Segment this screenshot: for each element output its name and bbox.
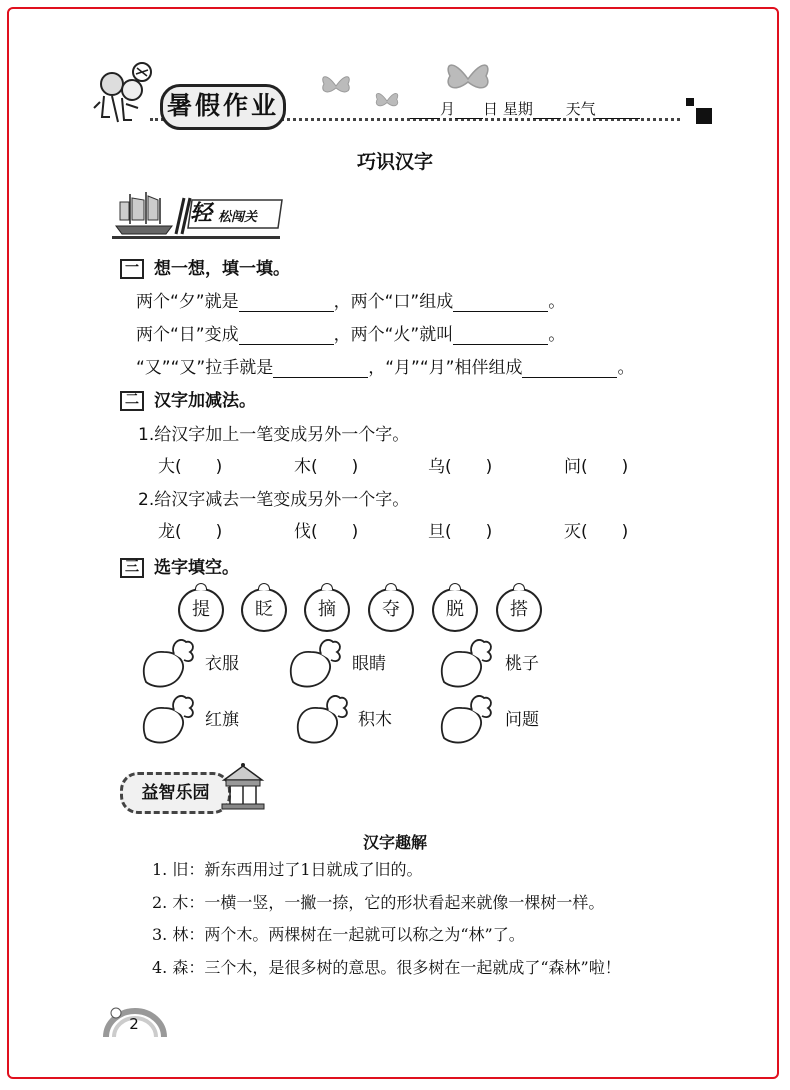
char-option[interactable] bbox=[368, 588, 414, 632]
q2-row2-item[interactable]: 伐( ) bbox=[294, 522, 359, 542]
fill-item-label: 衣服 bbox=[205, 654, 239, 674]
radish-answer-box[interactable] bbox=[292, 688, 352, 746]
fun-line: 2. 木：一横一竖，一撇一捺，它的形状看起来就像一棵树一样。 bbox=[152, 893, 605, 912]
q1-heading-text: 想一想，填一填。 bbox=[154, 259, 290, 279]
char-option-text: 脱 bbox=[446, 599, 464, 620]
q2-row1-item[interactable]: 问( ) bbox=[564, 457, 629, 477]
answer-blank[interactable] bbox=[273, 361, 368, 378]
easy-pass-badge-rest: 松闯关 bbox=[218, 210, 258, 225]
page-number: 2 bbox=[129, 1015, 139, 1033]
fun-line: 1. 旧：新东西用过了1日就成了旧的。 bbox=[152, 860, 423, 879]
q2-heading-text: 汉字加减法。 bbox=[154, 391, 256, 411]
answer-blank[interactable] bbox=[239, 328, 334, 345]
q1-line-1-end: 。 bbox=[548, 292, 566, 312]
q1-line-3-b: ，“月”“月”相伴组成 bbox=[368, 358, 523, 378]
section-underline bbox=[112, 236, 280, 239]
q1-number: 一 bbox=[120, 259, 144, 279]
fun-line: 4. 森：三个木，是很多树的意思。很多树在一起就成了“森林”啦！ bbox=[152, 958, 621, 977]
radish-answer-box[interactable] bbox=[138, 688, 198, 746]
char-option-text: 搭 bbox=[510, 599, 528, 620]
corner-mark-icon bbox=[686, 98, 712, 124]
q2-row1-item[interactable]: 大( ) bbox=[158, 457, 223, 477]
radish-answer-box[interactable] bbox=[138, 632, 198, 690]
char-option[interactable] bbox=[241, 588, 287, 632]
char-option-text: 摘 bbox=[318, 599, 336, 620]
weekday-label: 星期 bbox=[502, 100, 533, 118]
radish-answer-box[interactable] bbox=[285, 632, 345, 690]
butterfly-icon bbox=[372, 88, 402, 114]
q1-line-3 bbox=[136, 353, 634, 378]
q2-number: 二 bbox=[120, 391, 144, 411]
easy-pass-badge-main: 轻 bbox=[190, 201, 213, 226]
weather-label: 天气 bbox=[565, 100, 596, 118]
q2-heading bbox=[120, 386, 256, 411]
char-option[interactable] bbox=[432, 588, 478, 632]
q1-heading bbox=[120, 254, 290, 279]
fill-item-label: 桃子 bbox=[505, 654, 539, 674]
char-option-text: 夺 bbox=[382, 599, 400, 620]
fill-item-label: 红旗 bbox=[205, 710, 239, 730]
char-option[interactable] bbox=[304, 588, 350, 632]
q3-heading bbox=[120, 553, 239, 578]
q2-row2-item[interactable]: 旦( ) bbox=[428, 522, 493, 542]
char-option-text: 提 bbox=[192, 599, 210, 620]
fill-item-label: 眼睛 bbox=[352, 654, 386, 674]
q1-line-1-b: ，两个“口”组成 bbox=[333, 292, 454, 312]
q1-line-3-end: 。 bbox=[617, 358, 635, 378]
page-title: 巧识汉字 bbox=[356, 151, 433, 173]
q2-row1-item[interactable]: 木( ) bbox=[294, 457, 359, 477]
q1-line-2 bbox=[136, 320, 565, 345]
kids-icon bbox=[92, 62, 167, 132]
day-label: 日 bbox=[483, 100, 499, 118]
q1-line-2-a: 两个“日”变成 bbox=[136, 325, 239, 345]
q1-line-1 bbox=[136, 287, 565, 312]
month-label: 月 bbox=[440, 100, 456, 118]
answer-blank[interactable] bbox=[453, 328, 548, 345]
q2-row2-item[interactable]: 灭( ) bbox=[564, 522, 629, 542]
carousel-icon bbox=[218, 762, 268, 812]
q1-line-2-end: 。 bbox=[548, 325, 566, 345]
butterfly-icon bbox=[440, 55, 496, 103]
q2-row2-item[interactable]: 龙( ) bbox=[158, 522, 223, 542]
butterfly-icon bbox=[318, 70, 354, 102]
q1-line-3-a: “又”“又”拉手就是 bbox=[136, 358, 274, 378]
date-weather-line bbox=[410, 98, 640, 119]
summer-homework-badge: 暑假作业 bbox=[160, 84, 286, 130]
q3-number: 三 bbox=[120, 558, 144, 578]
q2-part2-label: 2.给汉字减去一笔变成另外一个字。 bbox=[138, 490, 410, 510]
q2-row1-item[interactable]: 乌( ) bbox=[428, 457, 493, 477]
fun-title: 汉字趣解 bbox=[362, 833, 427, 852]
q2-part1-label: 1.给汉字加上一笔变成另外一个字。 bbox=[138, 425, 410, 445]
fun-line: 3. 林：两个木。两棵树在一起就可以称之为“林”了。 bbox=[152, 925, 525, 944]
answer-blank[interactable] bbox=[453, 295, 548, 312]
fill-item-label: 问题 bbox=[505, 710, 539, 730]
q3-heading-text: 选字填空。 bbox=[154, 558, 239, 578]
char-option[interactable] bbox=[178, 588, 224, 632]
fill-item-label: 积木 bbox=[358, 710, 392, 730]
q1-line-2-b: ，两个“火”就叫 bbox=[333, 325, 454, 345]
answer-blank[interactable] bbox=[239, 295, 334, 312]
char-option[interactable] bbox=[496, 588, 542, 632]
q1-line-1-a: 两个“夕”就是 bbox=[136, 292, 239, 312]
puzzle-garden-badge: 益智乐园 bbox=[120, 772, 231, 814]
char-option-text: 眨 bbox=[255, 599, 273, 620]
answer-blank[interactable] bbox=[522, 361, 617, 378]
radish-answer-box[interactable] bbox=[436, 688, 496, 746]
radish-answer-box[interactable] bbox=[436, 632, 496, 690]
